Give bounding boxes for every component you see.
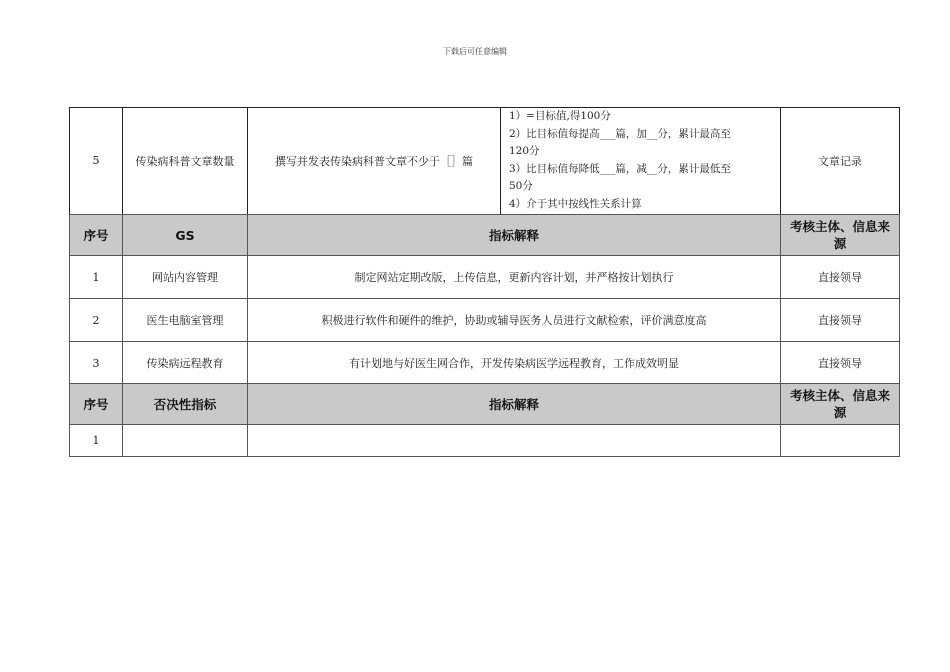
kpi-description: 撰写并发表传染病科普文章不少于［］篇	[248, 108, 501, 215]
gs-explanation: 积极进行软件和硬件的维护，协助或辅导医务人员进行文献检索，评价满意度高	[248, 299, 781, 342]
veto-source	[781, 425, 900, 457]
header-gs: GS	[123, 215, 248, 256]
kpi-scoring-rules	[501, 108, 781, 215]
scoring-line: 4）介于其中按线性关系计算	[509, 197, 642, 210]
table-header-row	[70, 215, 900, 256]
veto-name	[123, 425, 248, 457]
scoring-line: 120分	[509, 145, 540, 158]
scoring-line: 3）比目标值每降低___篇，减__分，累计最低至	[509, 162, 731, 175]
header-no: 序号	[70, 384, 123, 425]
gs-source: 直接领导	[781, 256, 900, 299]
scoring-line: 1）=目标值,得100分	[509, 110, 611, 123]
veto-table	[69, 383, 900, 457]
row-number: 5	[70, 108, 123, 215]
row-number: 1	[70, 425, 123, 457]
gs-source: 直接领导	[781, 299, 900, 342]
kpi-table	[69, 107, 900, 216]
kpi-source: 文章记录	[781, 108, 900, 215]
veto-explanation	[248, 425, 781, 457]
gs-source: 直接领导	[781, 342, 900, 385]
table-header-row	[70, 384, 900, 425]
table-row	[70, 256, 900, 299]
row-number: 1	[70, 256, 123, 299]
table-row	[70, 342, 900, 385]
table-row	[70, 299, 900, 342]
scoring-line: 50分	[509, 180, 533, 193]
header-source: 考核主体、信息来源	[781, 215, 900, 256]
row-number: 3	[70, 342, 123, 385]
row-number: 2	[70, 299, 123, 342]
table-row	[70, 108, 900, 215]
header-note: 下载后可任意编辑	[443, 47, 507, 56]
gs-table	[69, 214, 900, 385]
scoring-line: 2）比目标值每提高___篇，加__分，累计最高至	[509, 127, 731, 140]
header-no: 序号	[70, 215, 123, 256]
gs-name: 传染病远程教育	[123, 342, 248, 385]
gs-explanation: 有计划地与好医生网合作，开发传染病医学远程教育，工作成效明显	[248, 342, 781, 385]
gs-name: 网站内容管理	[123, 256, 248, 299]
table-row	[70, 425, 900, 457]
gs-explanation: 制定网站定期改版，上传信息，更新内容计划，并严格按计划执行	[248, 256, 781, 299]
header-explanation: 指标解释	[248, 384, 781, 425]
header-veto-indicator: 否决性指标	[123, 384, 248, 425]
header-explanation: 指标解释	[248, 215, 781, 256]
gs-name: 医生电脑室管理	[123, 299, 248, 342]
header-source: 考核主体、信息来源	[781, 384, 900, 425]
kpi-name: 传染病科普文章数量	[123, 108, 248, 215]
